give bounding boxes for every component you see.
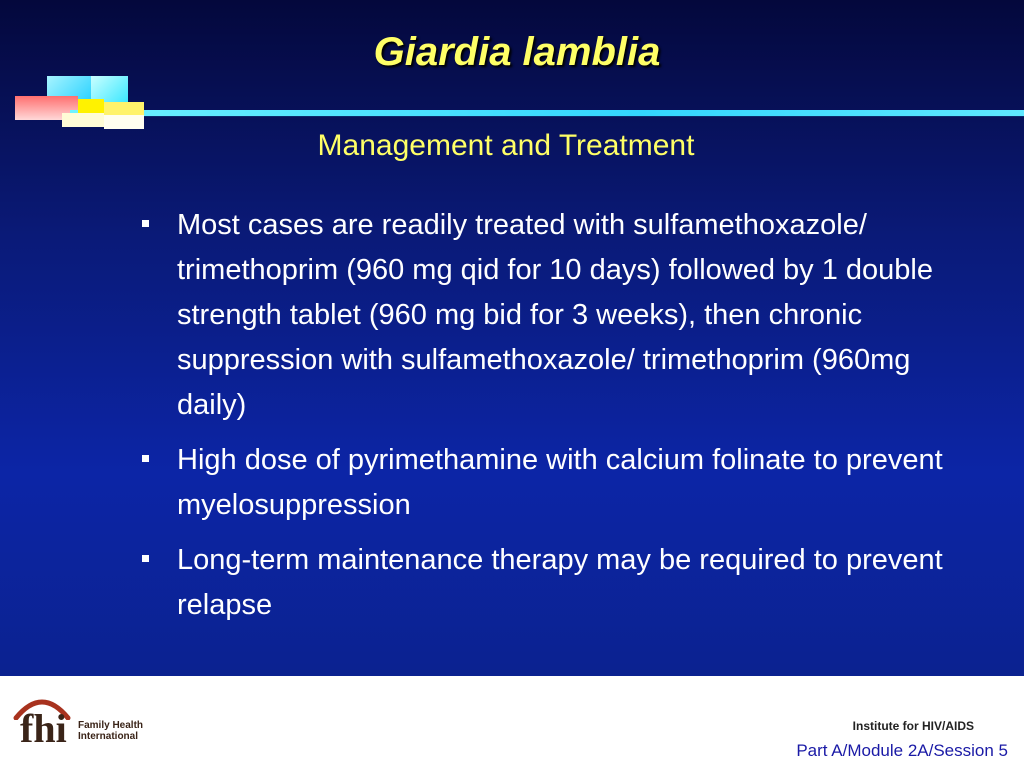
- slide-footer: [0, 676, 1024, 768]
- bullet-item: [140, 203, 970, 428]
- decorative-square: [62, 113, 104, 127]
- bullet-marker-icon: [142, 555, 149, 562]
- organization-name: Family Health International: [78, 720, 144, 742]
- logo-letters: fhi: [20, 706, 67, 751]
- bullet-marker-icon: [142, 220, 149, 227]
- decorative-square: [104, 115, 144, 129]
- bullet-item: [140, 538, 970, 628]
- fhi-logo: [12, 690, 152, 750]
- bullet-text: Most cases are readily treated with sulfamethoxazole/ trimethoprim (960 mg qid for 10 days) followed by 1 double strength tablet (960 mg bid for 3 weeks), then chronic suppression with sulfamethoxazole/ trimethoprim (960mg daily): [177, 209, 933, 421]
- bullet-text: High dose of pyrimethamine with calcium folinate to prevent myelosuppression: [177, 444, 943, 521]
- bullet-text: Long-term maintenance therapy may be required to prevent relapse: [177, 544, 943, 621]
- title-underline: [70, 110, 1024, 116]
- institute-label: Institute for HIV/AIDS: [852, 719, 974, 733]
- bullet-list: [140, 203, 970, 638]
- bullet-marker-icon: [142, 455, 149, 462]
- slide-title: Giardia lamblia: [373, 30, 661, 74]
- module-label: Part A/Module 2A/Session 5: [796, 741, 1008, 760]
- slide-subtitle: Management and Treatment: [317, 129, 695, 162]
- decorative-square: [78, 99, 104, 113]
- bullet-item: [140, 438, 970, 528]
- decorative-square: [104, 102, 144, 115]
